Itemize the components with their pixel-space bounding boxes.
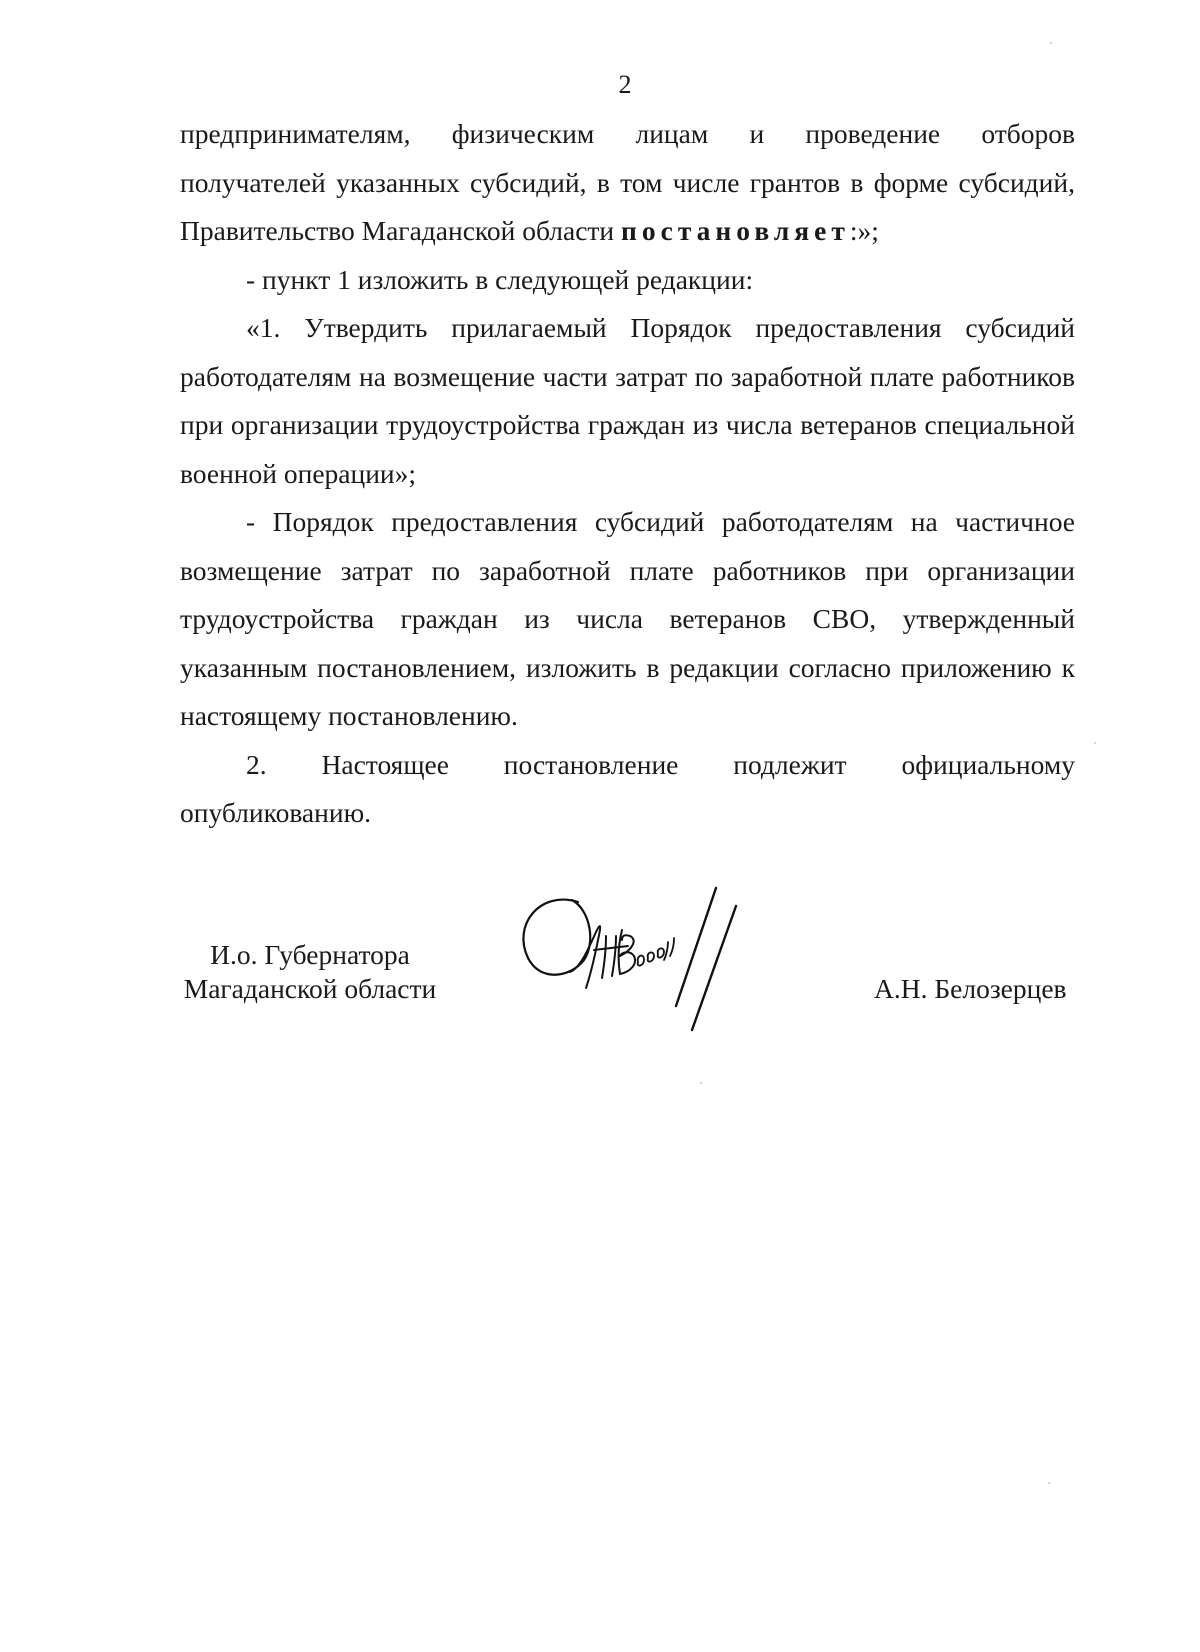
- paragraph-item-2: 2. Настоящее постановление подлежит официальному опубликованию.: [180, 748, 1075, 828]
- decree-text: Правительство Магаданской области: [180, 215, 622, 246]
- signatory-name: А.Н. Белозерцев: [874, 973, 1067, 1004]
- signatory-title: [160, 938, 460, 1006]
- paragraph-item-1: «1. Утвердить прилагаемый Порядок предоставления субсидий работодателям на возмещение части затрат по заработной плате работников при организации трудоустройства граждан из числа ветеранов специальной военной операции»;: [180, 312, 1075, 489]
- page-number: 2: [618, 70, 632, 99]
- handwritten-signature: [510, 880, 790, 1040]
- decree-tail: :»;: [849, 215, 879, 246]
- scan-speck: [1048, 1482, 1050, 1484]
- signatory-title-line: И.о. Губернатора: [210, 939, 410, 970]
- scan-speck: [700, 1082, 702, 1084]
- decree-keyword: постановляет: [621, 215, 850, 246]
- paragraph-line: получателей указанных субсидий, в том числе грантов в форме субсидий,: [180, 166, 1075, 198]
- scan-speck: [1094, 742, 1096, 744]
- paragraph-line: предпринимателям, физическим лицам и проведение отборов: [180, 118, 1075, 149]
- paragraph-line-decree: [180, 207, 1075, 256]
- signatory-title-line: Магаданской области: [183, 973, 437, 1004]
- paragraph-amendment-intro: - пункт 1 изложить в следующей редакции:: [246, 263, 754, 295]
- document-body: [180, 110, 1075, 838]
- paragraph-procedure: - Порядок предоставления субсидий работодателям на частичное возмещение затрат по заработной плате работников при организации трудоустройства граждан из числа ветеранов СВО, утвержденный указанным постановлением, изложить в редакции согласно приложению к настоящему постановлению.: [180, 506, 1075, 731]
- scan-speck: [1050, 42, 1052, 44]
